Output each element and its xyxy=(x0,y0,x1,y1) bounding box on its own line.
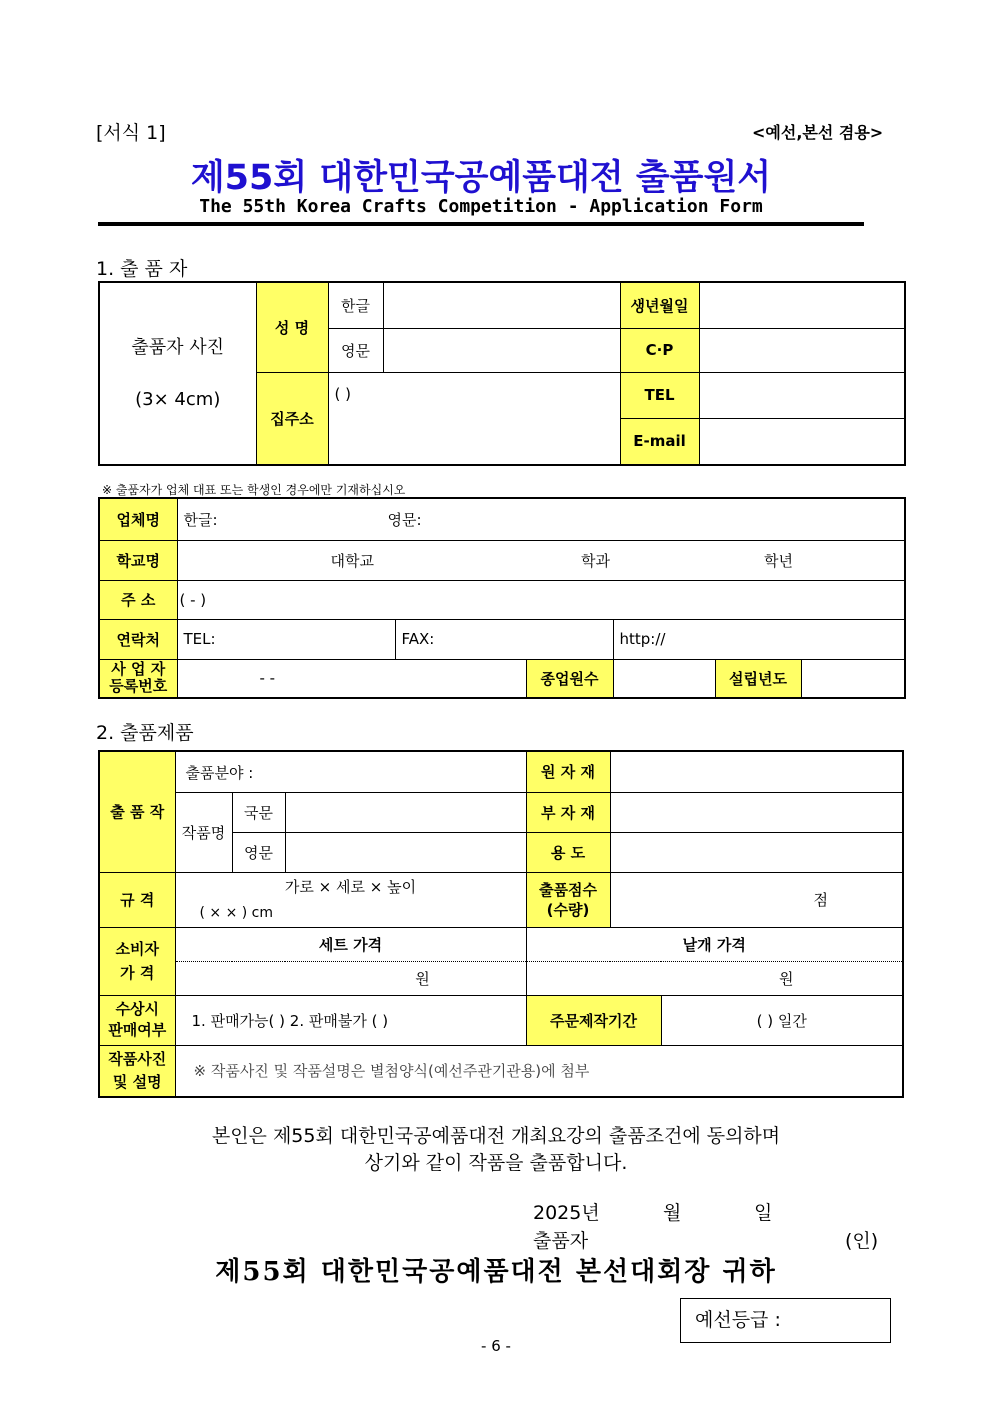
declaration-line2: 상기와 같이 작품을 출품합니다. xyxy=(364,1152,628,1174)
english-name-input[interactable] xyxy=(383,328,620,372)
applicant-table xyxy=(98,281,906,466)
sale-options-text: 1. 판매가능( ) 2. 판매불가 ( ) xyxy=(191,1011,389,1030)
bizno-label-line2: 등록번호 xyxy=(109,677,168,696)
birth-label: 생년월일 xyxy=(620,282,699,328)
photo-label: 출품자 사진 xyxy=(131,336,225,358)
unit-price-won: 원 xyxy=(779,969,794,988)
photo-desc-value: ※ 작품사진 및 작품설명은 별첨양식(예선주관기관용)에 첨부 xyxy=(193,1062,590,1081)
work-english-label: 영문 xyxy=(232,832,285,872)
name-label: 성 명 xyxy=(256,282,328,372)
tel-label: TEL xyxy=(620,372,699,418)
entry-label: 출 품 작 xyxy=(99,751,175,872)
addr2-label: 주 소 xyxy=(99,580,177,619)
photo-size: (3× 4cm) xyxy=(135,388,221,410)
contact-label: 연락처 xyxy=(99,619,177,659)
bizno-label-line1: 사 업 자 xyxy=(111,660,166,679)
date-month: 월 xyxy=(663,1202,682,1224)
sale-label-line2: 판매여부 xyxy=(108,1021,167,1039)
qty-label xyxy=(526,872,610,927)
spec-line2: ( × × ) cm xyxy=(199,904,274,921)
company-label: 업체명 xyxy=(99,498,177,540)
main-material-label: 원 자 재 xyxy=(526,751,610,792)
photo-cell[interactable] xyxy=(99,282,256,465)
unit-price-header: 낱개 가격 xyxy=(526,927,903,961)
addressee: 제55회 대한민국공예품대전 본선대회장 귀하 xyxy=(215,1257,777,1287)
photo-desc-input[interactable] xyxy=(175,1045,903,1097)
order-period-value: ( ) 일간 xyxy=(756,1011,807,1030)
usage-input[interactable] xyxy=(610,832,903,872)
university-label: 대학교 xyxy=(330,551,374,570)
unit-price-input[interactable] xyxy=(526,961,903,995)
work-korean-label: 국문 xyxy=(232,792,285,832)
price-label-line2: 가 격 xyxy=(120,964,155,982)
date-day: 일 xyxy=(754,1202,773,1224)
sale-label xyxy=(99,995,175,1045)
order-period-input[interactable] xyxy=(661,995,903,1045)
company-input[interactable] xyxy=(177,498,905,540)
price-label-line1: 소비자 xyxy=(115,940,159,958)
address-paren: ( ) xyxy=(334,384,351,403)
seal-mark: (인) xyxy=(845,1230,879,1252)
contact-tel-label: TEL: xyxy=(183,630,216,648)
work-english-input[interactable] xyxy=(285,832,526,872)
date-year: 2025년 xyxy=(533,1202,600,1224)
scope-note: <예선,본선 겸용> xyxy=(752,123,884,142)
company-english-label: 영문: xyxy=(387,510,422,529)
address-input[interactable] xyxy=(328,372,620,465)
tel-input[interactable] xyxy=(699,372,905,418)
form-number: [서식 1] xyxy=(96,122,166,144)
qty-input[interactable] xyxy=(610,872,903,927)
employees-label: 종업원수 xyxy=(526,659,613,698)
set-price-won: 원 xyxy=(415,969,430,988)
spec-input[interactable] xyxy=(175,872,526,927)
entry-table xyxy=(98,750,904,1098)
main-material-input[interactable] xyxy=(610,751,903,792)
usage-label: 용 도 xyxy=(526,832,610,872)
page-title: 제55회 대한민국공예품대전 출품원서 xyxy=(190,158,772,198)
work-name-label: 작품명 xyxy=(175,792,232,872)
sub-material-label: 부 자 재 xyxy=(526,792,610,832)
photo-desc-label-line1: 작품사진 xyxy=(108,1049,167,1068)
bizno-value: - - xyxy=(259,669,276,688)
cp-input[interactable] xyxy=(699,328,905,372)
cp-label: C·P xyxy=(620,328,699,372)
sale-label-line1: 수상시 xyxy=(115,1000,159,1018)
title-divider xyxy=(98,222,864,226)
department-label: 학과 xyxy=(580,551,610,570)
set-price-input[interactable] xyxy=(175,961,526,995)
grade-label: 학년 xyxy=(763,551,793,570)
address-label: 집주소 xyxy=(256,372,328,465)
page-subtitle: The 55th Korea Crafts Competition - Application Form xyxy=(199,196,763,217)
company-korean-label: 한글: xyxy=(183,510,218,529)
photo-desc-label-line2: 및 설명 xyxy=(112,1072,162,1091)
set-price-header: 세트 가격 xyxy=(175,927,526,961)
sub-material-input[interactable] xyxy=(610,792,903,832)
email-label: E-mail xyxy=(620,418,699,465)
email-input[interactable] xyxy=(699,418,905,465)
qty-label-line1: 출품점수 xyxy=(539,880,597,899)
birth-input[interactable] xyxy=(699,282,905,328)
section2-heading: 2. 출품제품 xyxy=(96,722,194,744)
price-label xyxy=(99,927,175,995)
photo-desc-label xyxy=(99,1045,175,1097)
korean-label: 한글 xyxy=(328,282,383,328)
qty-unit: 점 xyxy=(813,891,828,909)
field-label: 출품분야 : xyxy=(185,764,254,782)
contact-http-input[interactable] xyxy=(613,619,905,659)
qty-label-line2: (수량) xyxy=(546,900,590,919)
spec-line1: 가로 × 세로 × 높이 xyxy=(284,877,417,896)
bizno-input[interactable] xyxy=(177,659,526,698)
sale-options[interactable] xyxy=(175,995,526,1045)
order-period-label: 주문제작기간 xyxy=(526,995,661,1045)
contact-fax-input[interactable] xyxy=(395,619,613,659)
founded-label: 설립년도 xyxy=(715,659,801,698)
english-label: 영문 xyxy=(328,328,383,372)
addr2-value: ( - ) xyxy=(179,590,207,609)
section1-heading: 1. 출 품 자 xyxy=(96,258,188,280)
contact-http-label: http:// xyxy=(619,630,666,648)
bizno-label xyxy=(99,659,177,698)
korean-name-input[interactable] xyxy=(383,282,620,328)
spec-label: 규 격 xyxy=(99,872,175,927)
field-input[interactable] xyxy=(175,751,526,792)
employees-input[interactable] xyxy=(613,659,715,698)
applicant-label: 출품자 xyxy=(533,1230,589,1252)
company-table xyxy=(98,497,906,699)
page-number: - 6 - xyxy=(481,1337,511,1355)
company-note: ※ 출품자가 업체 대표 또는 학생인 경우에만 기재하십시오 xyxy=(102,483,406,497)
school-input[interactable] xyxy=(177,540,905,580)
declaration-line1: 본인은 제55회 대한민국공예품대전 개최요강의 출품조건에 동의하며 xyxy=(211,1125,781,1147)
addr2-input[interactable] xyxy=(177,580,905,619)
contact-tel-input[interactable] xyxy=(177,619,395,659)
work-korean-input[interactable] xyxy=(285,792,526,832)
school-label: 학교명 xyxy=(99,540,177,580)
contact-fax-label: FAX: xyxy=(401,630,435,648)
founded-input[interactable] xyxy=(801,659,905,698)
grade-box-label: 예선등급 : xyxy=(695,1309,781,1331)
